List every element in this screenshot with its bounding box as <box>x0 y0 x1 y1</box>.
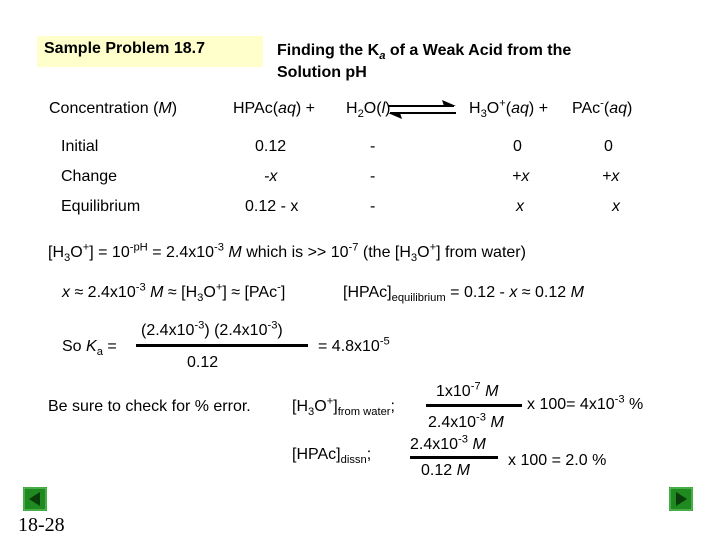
water-error-result: x $100= 4x10^{-3}$ % <box>527 393 644 413</box>
ka-denominator: 0.12 <box>187 354 219 371</box>
slide-number: 18-28 <box>18 514 65 536</box>
species-h3o: $H_3O^+(aq)$ + <box>469 97 549 121</box>
water-error-denominator: $2.4x10^{-3}$ M <box>428 411 504 431</box>
check-percent-error-note: Be sure to check for % error. <box>48 398 251 415</box>
water-h3o-label: $[H_3O^+]_{from water}$; <box>292 395 395 419</box>
dissociation-error-numerator: $2.4x10^{-3}$ M <box>410 433 486 453</box>
next-slide-icon[interactable] <box>669 487 693 511</box>
previous-slide-icon[interactable] <box>23 487 47 511</box>
h3o-concentration-statement: $[H_3O^+] = 10^{-pH} = 2.4x10^{-3}$ M which is >> $10^{-7}$ (the $[H_3O^+]$ from water) <box>48 241 526 265</box>
cell-equilibrium-h2o: - <box>370 198 376 215</box>
species-pac: PAc-(aq) <box>572 97 633 117</box>
cell-initial-h3o: 0 <box>513 138 522 155</box>
sample-problem-label: Sample Problem 18.7 <box>44 40 205 57</box>
row-label-equilibrium: Equilibrium <box>61 198 141 215</box>
dissociation-hpac-label: $[HPAc]_{dissn}$; <box>292 446 372 467</box>
ka-numerator: $(2.4x10^{-3})$ $(2.4x10^{-3})$ <box>141 319 283 339</box>
cell-initial-h2o: - <box>370 138 376 155</box>
dissociation-error-fraction-bar <box>410 456 498 459</box>
cell-change-pac: +x <box>602 168 620 185</box>
cell-initial-hpac: 0.12 <box>255 138 287 155</box>
ka-result: = $4.8x10^{-5}$ <box>318 335 390 355</box>
x-approximation: $x \approx 2.4x10^{-3}$ $M \approx [H_3O^+] \approx [PAc^-]$ <box>62 281 286 305</box>
cell-initial-pac: 0 <box>604 138 613 155</box>
ka-label: So $K_a$ = <box>62 338 117 359</box>
species-hpac: HPAc(aq) + <box>233 100 315 117</box>
concentration-header: Concentration (M) <box>49 100 178 117</box>
equilibrium-arrows-icon <box>384 97 460 121</box>
water-error-numerator: $1x10^{-7}$ M <box>436 380 499 400</box>
row-label-change: Change <box>61 168 118 185</box>
cell-equilibrium-h3o: x <box>516 198 524 215</box>
row-label-initial: Initial <box>61 138 99 155</box>
cell-change-h3o: +x <box>512 168 530 185</box>
water-error-fraction-bar <box>426 404 522 407</box>
cell-change-h2o: - <box>370 168 376 185</box>
cell-equilibrium-pac: x <box>612 198 620 215</box>
dissociation-error-result: x 100 = 2.0 % <box>508 452 607 469</box>
dissociation-error-denominator: 0.12 M <box>421 462 470 479</box>
cell-equilibrium-hpac: 0.12 - x <box>245 198 299 215</box>
hpac-equilibrium-approximation: $[HPAc]_{equilibrium} = 0.12 - x \approx 0.12$ M <box>343 284 584 305</box>
ka-fraction-bar <box>136 344 308 347</box>
page-title: Finding the $K_a$ of a Weak Acid from the Solution pH <box>277 42 572 82</box>
cell-change-hpac: -x <box>264 168 278 185</box>
species-h2o: $H_2O(l)$ <box>346 100 391 121</box>
